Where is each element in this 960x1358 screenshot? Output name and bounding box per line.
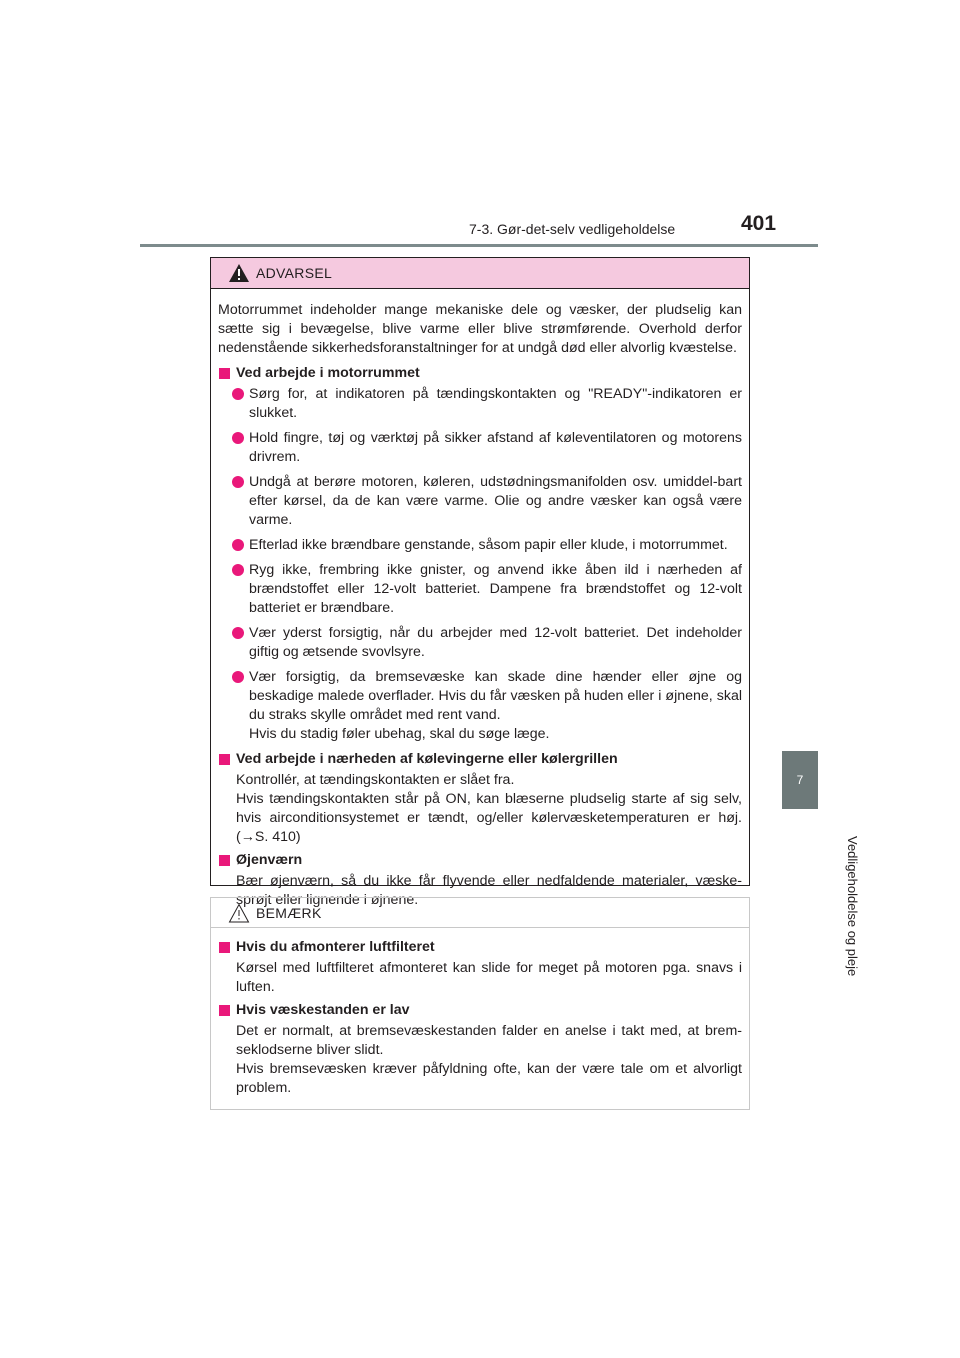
body-line: Det er normalt, at bremsevæskestanden falder en anelse i takt med, at brem-seklodserne bliver slidt. — [236, 1023, 742, 1058]
section-heading-air-filter — [218, 938, 742, 957]
warning-title: ADVARSEL — [256, 265, 333, 281]
list-item-text: Efterlad ikke brændbare genstande, såsom papir eller klude, i motorrummet. — [249, 537, 728, 553]
section-heading-engine-bay — [218, 364, 742, 383]
section-body — [218, 771, 742, 847]
note-content — [211, 928, 749, 1098]
list-item — [218, 385, 742, 423]
page-number: 401 — [741, 212, 777, 235]
warning-header — [211, 258, 749, 289]
round-bullet-icon — [232, 432, 244, 444]
section-body — [218, 1022, 742, 1098]
list-item-text: Sørg for, at indikatoren på tændingskontakten og "READY"-indikatoren er slukket. — [249, 386, 742, 421]
warning-box — [210, 257, 750, 908]
chapter-title: Vedligeholdelse og pleje — [845, 836, 860, 977]
body-line: Hvis bremsevæsken kræver påfyldning ofte, kan der være tale om et alvorligt problem. — [236, 1061, 742, 1096]
list-item-text: Ryg ikke, frembring ikke gnister, og anvend ikke åben ild i nærheden af brændstoffet eller 12-volt batteriet. Dampene fra brændstoffet og 12-volt batteriet er brændbare. — [249, 562, 742, 616]
list-item — [218, 624, 742, 662]
list-item — [218, 473, 742, 530]
list-item — [218, 536, 742, 555]
list-item — [218, 561, 742, 618]
round-bullet-icon — [232, 539, 244, 551]
list-item-text: Undgå at berøre motoren, køleren, udstødningsmanifolden osv. umiddel-bart efter kørsel, da de kan være varme. Olie og andre væsker kan også være varme. — [249, 474, 742, 528]
square-bullet-icon — [219, 1005, 230, 1016]
section-heading-text: Ved arbejde i motorrummet — [236, 365, 420, 381]
square-bullet-icon — [219, 855, 230, 866]
note-box — [210, 897, 750, 1110]
section-heading-fluid-level — [218, 1001, 742, 1020]
section-heading-text: Hvis du afmonterer luftfilteret — [236, 939, 435, 955]
body-line: Kontrollér, at tændingskontakten er slået fra. — [236, 772, 515, 788]
square-bullet-icon — [219, 942, 230, 953]
list-item-text: Hold fingre, tøj og værktøj på sikker afstand af køleventilatoren og motorens drivrem. — [249, 430, 742, 465]
warning-content — [211, 289, 749, 910]
round-bullet-icon — [232, 627, 244, 639]
list-item — [218, 429, 742, 467]
section-title: 7-3. Gør-det-selv vedligeholdelse — [469, 221, 676, 237]
square-bullet-icon — [219, 368, 230, 379]
square-bullet-icon — [219, 754, 230, 765]
section-body: Bær øjenværn, så du ikke får flyvende eller nedfaldende materialer, væske-sprøjt eller lignende i øjnene. — [236, 873, 742, 908]
round-bullet-icon — [232, 476, 244, 488]
round-bullet-icon — [232, 564, 244, 576]
note-header — [211, 898, 749, 928]
warning-intro: Motorrummet indeholder mange mekaniske dele og væsker, der pludselig kan sætte sig i bevægelse, blive varme eller blive strømførende. Overhold derfor nedenstående sikkerhedsforanstaltninger for at undgå død eller alvorlig kvæstelse. — [218, 302, 742, 356]
list-item — [218, 668, 742, 744]
round-bullet-icon — [232, 671, 244, 683]
section-heading-eye-protection — [218, 851, 742, 870]
section-heading-cooling-fans — [218, 750, 742, 769]
list-item-text: Vær yderst forsigtig, når du arbejder med 12-volt batteriet. Det indeholder giftig og ætsende svovlsyre. — [249, 625, 742, 660]
header-divider — [140, 244, 818, 247]
body-line: Hvis tændingskontakten står på ON, kan blæserne pludselig starte af sig selv, hvis airconditionsystemet er tændt, og/eller kølervæsketemperaturen er høj. (→S. 410) — [236, 791, 742, 845]
chapter-side-label — [740, 836, 860, 977]
section-heading-text: Hvis væskestanden er lav — [236, 1002, 410, 1018]
note-title: BEMÆRK — [256, 905, 322, 921]
section-heading-text: Øjenværn — [236, 852, 303, 868]
chapter-tab: 7 — [782, 751, 818, 809]
round-bullet-icon — [232, 388, 244, 400]
list-item-text: Vær forsigtig, da bremsevæske kan skade dine hænder eller øjne og beskadige malede overflader. Hvis du får væsken på huden eller i øjnene, skal du straks skylle området med rent vand. — [249, 669, 742, 723]
list-item-extra-text: Hvis du stadig føler ubehag, skal du søge læge. — [249, 726, 550, 742]
caution-triangle-icon — [228, 903, 250, 923]
section-body: Kørsel med luftfilteret afmonteret kan slide for meget på motoren pga. snavs i luften. — [236, 960, 742, 995]
section-heading-text: Ved arbejde i nærheden af kølevingerne eller kølergrillen — [236, 751, 618, 767]
warning-triangle-icon — [228, 263, 250, 283]
